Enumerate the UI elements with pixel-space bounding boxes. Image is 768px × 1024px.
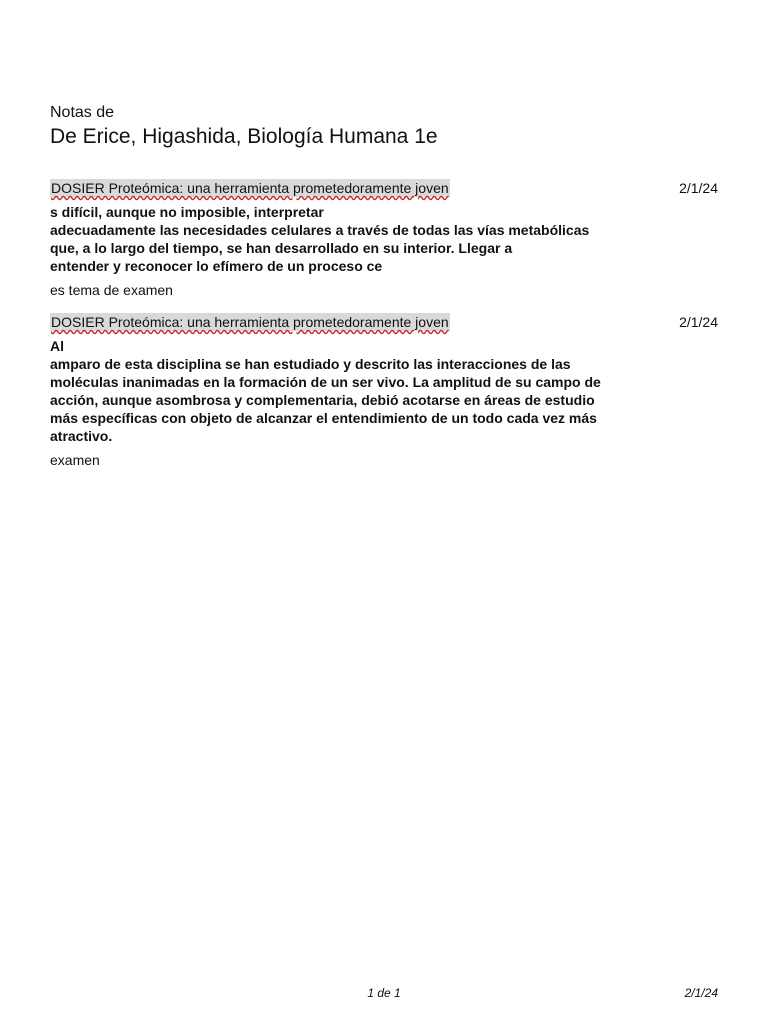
- note-highlight-text: Al amparo de esta disciplina se han estudiado y descrito las interacciones de las moléculas inanimadas en la formación de un ser vivo. La amplitud de su campo de acción, aunque asombrosa y complementaria, debió acotarse en áreas de estudio más específicas con objeto de alcanzar el entendimiento de un todo cada vez más atractivo.: [50, 338, 601, 444]
- note-source[interactable]: DOSIER Proteómica: una herramienta prometedoramente joven: [51, 314, 449, 330]
- page-header: [50, 103, 720, 151]
- note-comment: es tema de examen: [50, 282, 173, 298]
- note-source[interactable]: DOSIER Proteómica: una herramienta prometedoramente joven: [51, 180, 449, 196]
- note-date: 2/1/24: [679, 314, 718, 330]
- book-title: De Erice, Higashida, Biología Humana 1e: [50, 125, 438, 148]
- note-date: 2/1/24: [679, 180, 718, 196]
- notes-list: [50, 179, 720, 483]
- footer-page-number: 1 de 1: [367, 986, 401, 1000]
- note-highlight-text: s difícil, aunque no imposible, interpretar adecuadamente las necesidades celulares a través de todas las vías metabólicas que, a lo largo del tiempo, se han desarrollado en su interior. Llegar a entender y reconocer lo efímero de un proceso ce: [50, 204, 590, 274]
- note-item: [50, 313, 720, 469]
- note-comment: examen: [50, 452, 100, 468]
- note-item: [50, 179, 720, 299]
- footer-date: 2/1/24: [684, 986, 718, 1000]
- header-prefix: Notas de: [50, 104, 115, 121]
